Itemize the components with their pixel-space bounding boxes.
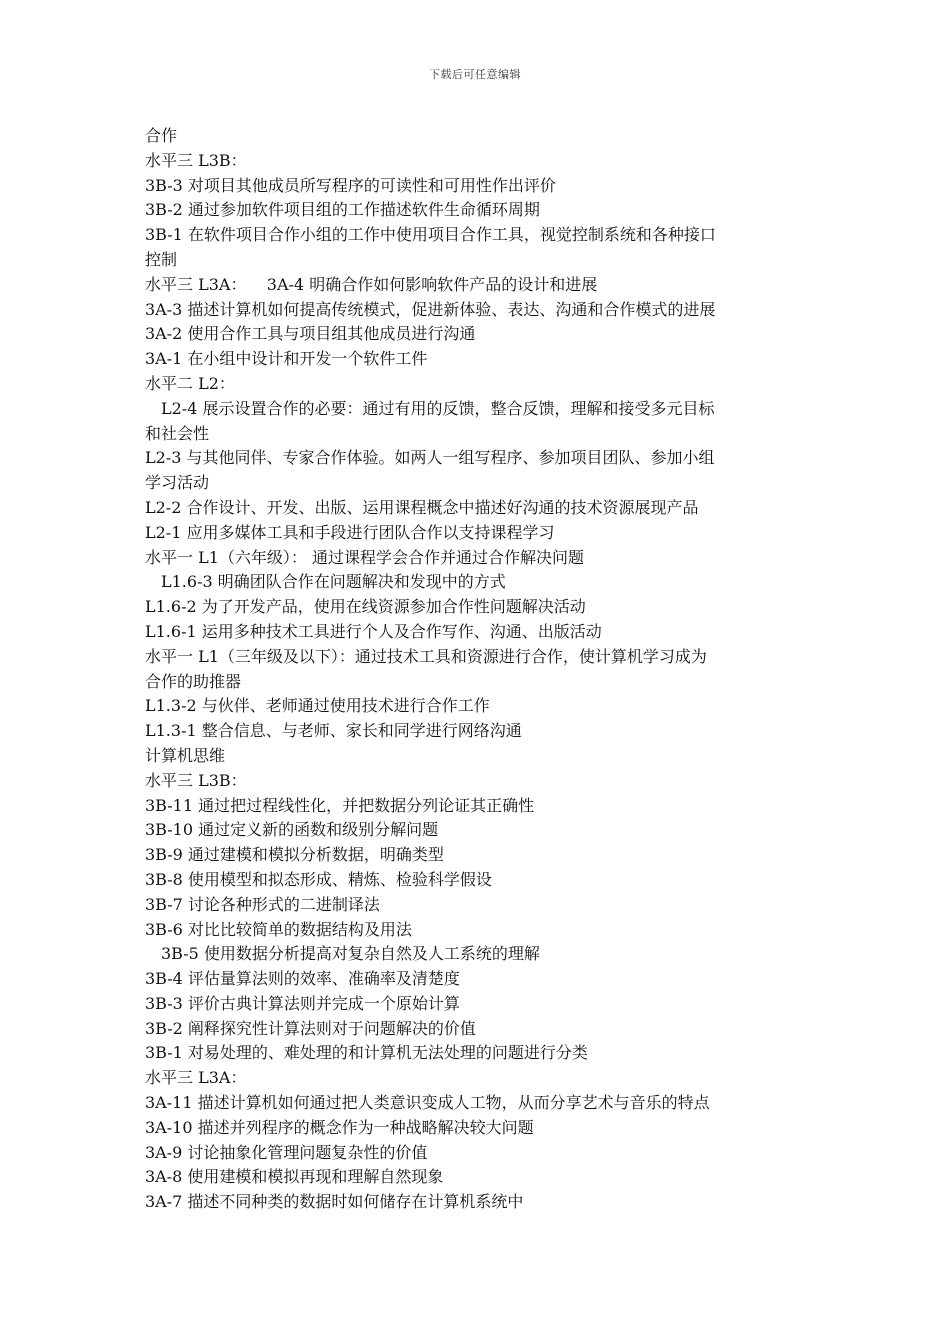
- text-line: L1.6-1 运用多种技术工具进行个人及合作写作、沟通、出版活动: [145, 621, 602, 641]
- text-line: 3A-1 在小组中设计和开发一个软件工件: [145, 349, 428, 369]
- text-line: 3B-8 使用模型和拟态形成、精炼、检验科学假设: [145, 869, 492, 889]
- text-line: L2-4 展示设置合作的必要：通过有用的反馈，整合反馈，理解和接受多元目标: [161, 398, 715, 418]
- text-line: L1.3-1 整合信息、与老师、家长和同学进行网络沟通: [145, 721, 522, 741]
- text-line: 3B-4 评估量算法则的效率、准确率及清楚度: [145, 969, 460, 989]
- text-line: L1.6-2 为了开发产品，使用在线资源参加合作性问题解决活动: [145, 597, 586, 617]
- text-line: 3A-9 讨论抽象化管理问题复杂性的价值: [145, 1142, 428, 1162]
- text-line: L2-3 与其他同伴、专家合作体验。如两人一组写程序、参加项目团队、参加小组: [145, 448, 715, 468]
- text-line: L1.6-3 明确团队合作在问题解决和发现中的方式: [161, 572, 506, 592]
- text-line: 3B-2 阐释探究性计算法则对于问题解决的价值: [145, 1018, 476, 1038]
- text-line: 3B-2 通过参加软件项目组的工作描述软件生命循环周期: [145, 200, 540, 220]
- text-line: 3A-3 描述计算机如何提高传统模式，促进新体验、表达、沟通和合作模式的进展: [145, 299, 716, 319]
- text-line: 3B-1 在软件项目合作小组的工作中使用项目合作工具，视觉控制系统和各种接口: [145, 225, 716, 245]
- text-line: 和社会性: [145, 423, 210, 443]
- section-heading-computational-thinking: 计算机思维: [145, 745, 226, 765]
- text-line: 学习活动: [145, 473, 210, 493]
- text-line: 3A-2 使用合作工具与项目组其他成员进行沟通: [145, 324, 476, 344]
- text-line: 3B-6 对比比较简单的数据结构及用法: [145, 919, 412, 939]
- document-body: [145, 124, 810, 1215]
- text-line: 3B-7 讨论各种形式的二进制译法: [145, 894, 380, 914]
- level-heading: 水平二 L2：: [145, 373, 235, 393]
- text-line: 3B-10 通过定义新的函数和级别分解问题: [145, 820, 439, 840]
- text-line: 3B-3 评价古典计算法则并完成一个原始计算: [145, 993, 460, 1013]
- level-heading: 水平一 L1（六年级）： 通过课程学会合作并通过合作解决问题: [145, 547, 584, 567]
- text-line: 3A-10 描述并列程序的概念作为一种战略解决较大问题: [145, 1117, 534, 1137]
- page-header: 下载后可任意编辑: [429, 68, 521, 81]
- text-line: 3B-9 通过建模和模拟分析数据，明确类型: [145, 845, 444, 865]
- text-line: 3B-5 使用数据分析提高对复杂自然及人工系统的理解: [161, 944, 540, 964]
- level-heading: 水平三 L3B：: [145, 770, 247, 790]
- text-line: 控制: [145, 249, 178, 269]
- text-line: L2-1 应用多媒体工具和手段进行团队合作以支持课程学习: [145, 522, 555, 542]
- text-line: 3B-11 通过把过程线性化，并把数据分列论证其正确性: [145, 795, 535, 815]
- level-heading: 水平三 L3A：: [145, 1068, 247, 1088]
- text-line: 3B-1 对易处理的、难处理的和计算机无法处理的问题进行分类: [145, 1043, 588, 1063]
- text-line: 3A-7 描述不同种类的数据时如何储存在计算机系统中: [145, 1192, 524, 1212]
- text-line: 合作的助推器: [145, 671, 242, 691]
- text-line: L1.3-2 与伙伴、老师通过使用技术进行合作工作: [145, 696, 490, 716]
- text-line: L2-2 合作设计、开发、出版、运用课程概念中描述好沟通的技术资源展现产品: [145, 497, 699, 517]
- text-line: 3B-3 对项目其他成员所写程序的可读性和可用性作出评价: [145, 175, 556, 195]
- level-heading: 水平三 L3B：: [145, 150, 247, 170]
- level-heading: 水平三 L3A： 3A-4 明确合作如何影响软件产品的设计和进展: [145, 274, 598, 294]
- text-line: 3A-8 使用建模和模拟再现和理解自然现象: [145, 1167, 444, 1187]
- text-line: 3A-11 描述计算机如何通过把人类意识变成人工物，从而分享艺术与音乐的特点: [145, 1093, 710, 1113]
- level-heading: 水平一 L1（三年级及以下）：通过技术工具和资源进行合作，使计算机学习成为: [145, 646, 707, 666]
- section-heading-collaboration: 合作: [145, 126, 178, 145]
